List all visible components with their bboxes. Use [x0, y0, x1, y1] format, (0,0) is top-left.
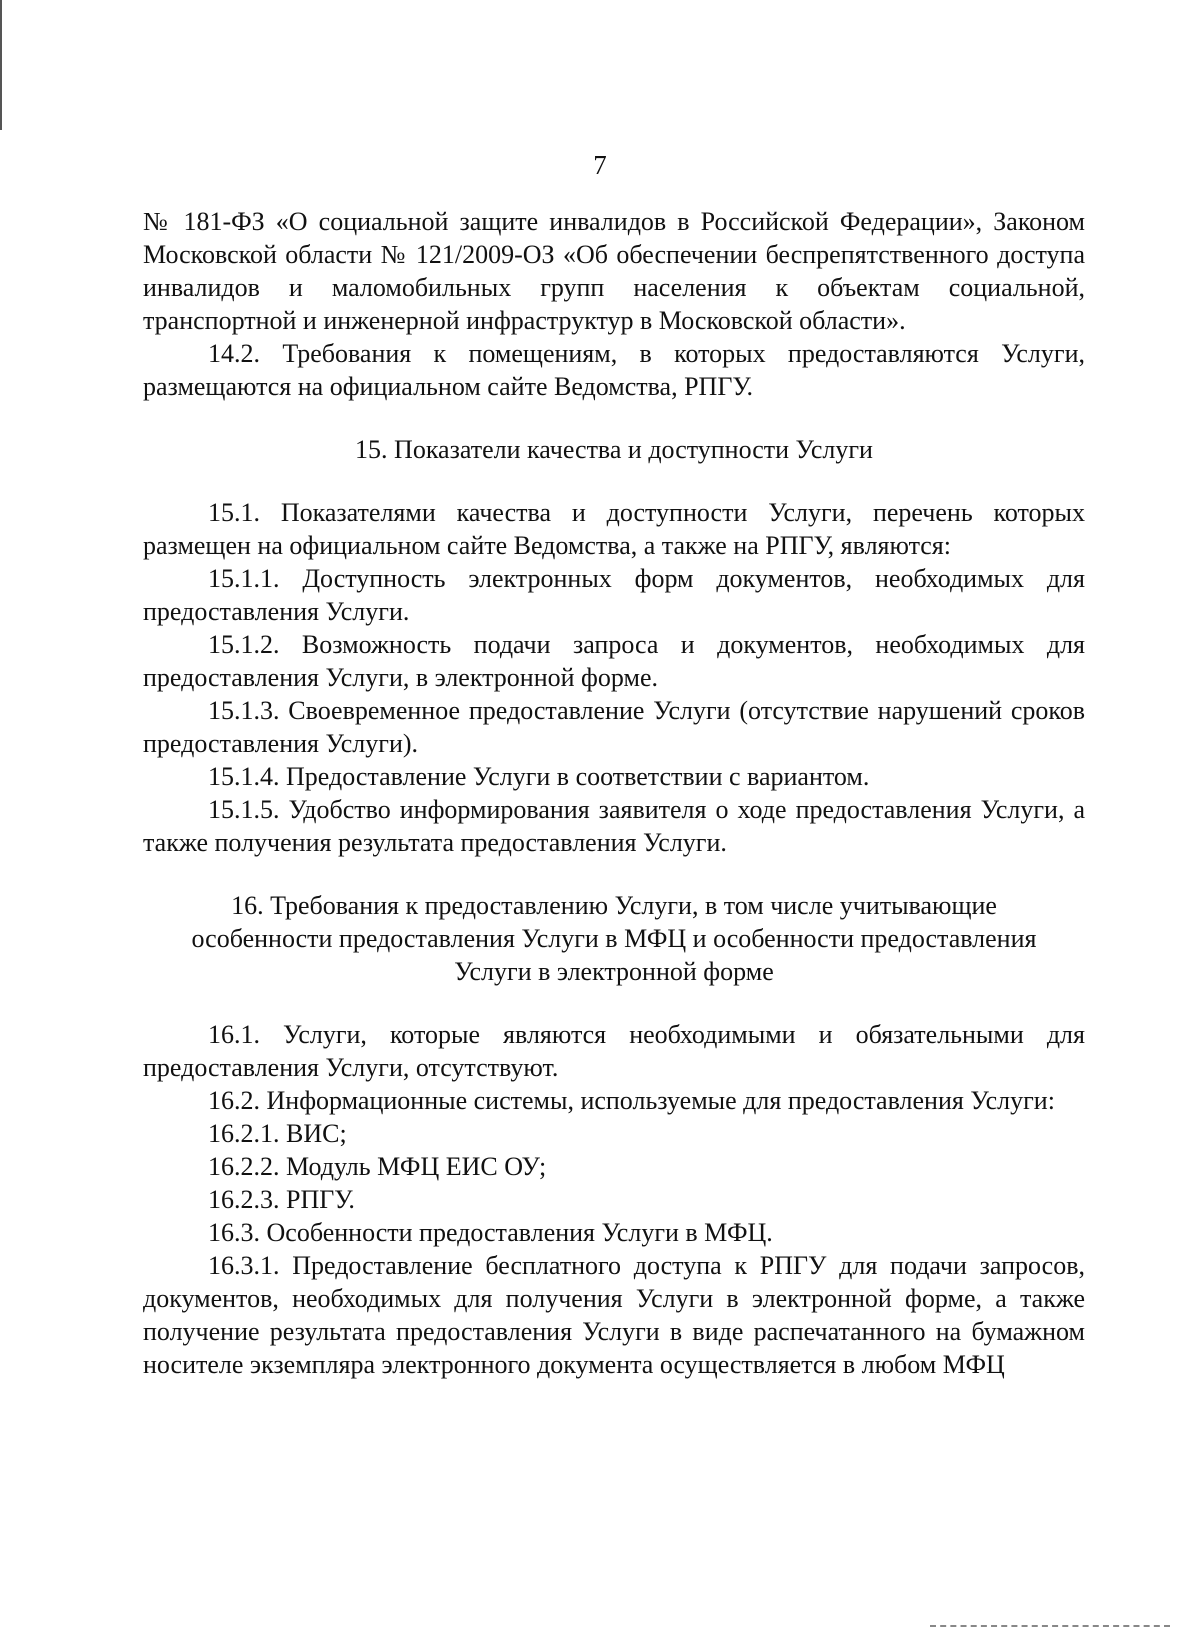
paragraph-15-1-3: 15.1.3. Своевременное предоставление Услуги (отсутствие нарушений сроков предоставления Услуги). — [143, 696, 1085, 758]
paragraph-16-2-2: 16.2.2. Модуль МФЦ ЕИС ОУ; — [208, 1152, 547, 1181]
paragraph-15-1: 15.1. Показателями качества и доступности Услуги, перечень которых размещен на официальном сайте Ведомства, а также на РПГУ, являются: — [143, 498, 1085, 560]
paragraph-16-1: 16.1. Услуги, которые являются необходимыми и обязательными для предоставления Услуги, отсутствуют. — [143, 1020, 1085, 1082]
document-body — [143, 205, 1085, 1381]
scan-footer-line — [930, 1625, 1170, 1627]
section-heading-15: 15. Показатели качества и доступности Услуги — [355, 435, 873, 464]
section-heading-16-line-2: особенности предоставления Услуги в МФЦ и особенности предоставления — [191, 924, 1037, 953]
section-heading-16 — [143, 889, 1085, 988]
page-number: 7 — [593, 150, 607, 180]
paragraph-15-1-2: 15.1.2. Возможность подачи запроса и документов, необходимых для предоставления Услуги, в электронной форме. — [143, 630, 1085, 692]
scan-edge-line — [0, 0, 2, 130]
paragraph-15-1-4: 15.1.4. Предоставление Услуги в соответствии с вариантом. — [208, 762, 870, 791]
section-heading-16-line-1: 16. Требования к предоставлению Услуги, в том числе учитывающие — [231, 891, 997, 920]
paragraph-16-3: 16.3. Особенности предоставления Услуги в МФЦ. — [208, 1218, 773, 1247]
intro-paragraph: № 181-ФЗ «О социальной защите инвалидов в Российской Федерации», Законом Московской области № 121/2009-ОЗ «Об обеспечении беспрепятственного доступа инвалидов и маломобильных групп населения к объектам социальной, транспортной и инженерной инфраструктур в Московской области». — [143, 207, 1085, 335]
paragraph-14-2: 14.2. Требования к помещениям, в которых предоставляются Услуги, размещаются на официальном сайте Ведомства, РПГУ. — [143, 339, 1085, 401]
paragraph-16-2: 16.2. Информационные системы, используемые для предоставления Услуги: — [208, 1086, 1055, 1115]
paragraph-15-1-1: 15.1.1. Доступность электронных форм документов, необходимых для предоставления Услуги. — [143, 564, 1085, 626]
paragraph-16-2-1: 16.2.1. ВИС; — [208, 1119, 347, 1148]
paragraph-16-2-3: 16.2.3. РПГУ. — [208, 1185, 355, 1214]
section-heading-16-line-3: Услуги в электронной форме — [454, 957, 774, 986]
paragraph-16-3-1: 16.3.1. Предоставление бесплатного доступа к РПГУ для подачи запросов, документов, необходимых для получения Услуги в электронной форме, а также получение результата предоставления Услуги в виде распечатанного на бумажном носителе экземпляра электронного документа осуществляется в любом МФЦ — [143, 1251, 1085, 1379]
paragraph-15-1-5: 15.1.5. Удобство информирования заявителя о ходе предоставления Услуги, а также получения результата предоставления Услуги. — [143, 795, 1085, 857]
